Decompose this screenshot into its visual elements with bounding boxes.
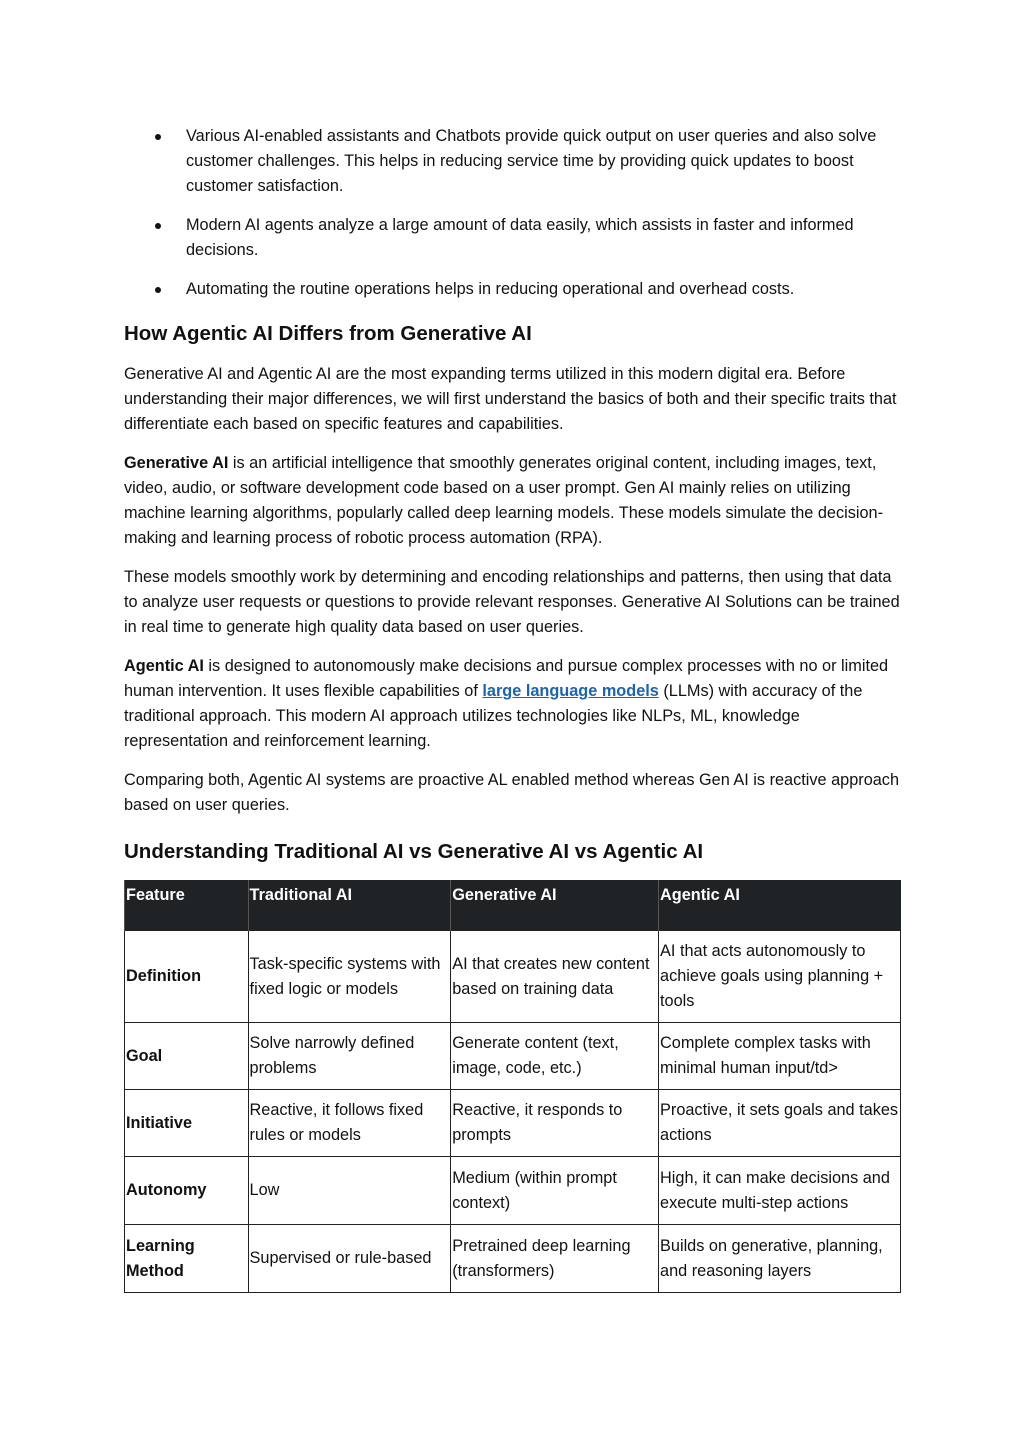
section-heading-agentic-vs-generative: How Agentic AI Differs from Generative AI <box>124 322 532 345</box>
agentic-cell: Proactive, it sets goals and takes actions <box>659 1090 901 1157</box>
feature-cell: Autonomy <box>125 1157 249 1225</box>
agentic-ai-text-1: is designed to autonomously make decisions and pursue complex processes with no or limited human intervention. It uses flexible capabilities of <box>124 657 889 700</box>
header-agentic-ai: Agentic AI <box>659 880 901 931</box>
feature-cell: Initiative <box>125 1090 249 1157</box>
generative-ai-text: is an artificial intelligence that smoothly generates original content, including images, text, video, audio, or software development code based on a user prompt. Gen AI mainly relies on utilizing machine learning algorithms, popularly called deep learning models. These models simulate the decision-making and learning process of robotic process automation (RPA). <box>124 454 884 547</box>
header-generative-ai: Generative AI <box>451 880 659 931</box>
table-row <box>125 1090 901 1157</box>
bullet-icon <box>155 223 161 229</box>
table-row <box>125 1157 901 1225</box>
table-row <box>125 931 901 1023</box>
agentic-ai-paragraph <box>124 654 900 754</box>
list-item-text: Various AI-enabled assistants and Chatbots provide quick output on user queries and also solve customer challenges. This helps in reducing service time by providing quick updates to boost customer satisfaction. <box>186 127 877 195</box>
traditional-cell: Task-specific systems with fixed logic or models <box>248 931 451 1023</box>
generative-ai-paragraph <box>124 451 900 551</box>
table-header-row <box>125 880 901 931</box>
traditional-cell: Low <box>248 1157 451 1225</box>
agentic-cell: Complete complex tasks with minimal human input/td> <box>659 1023 901 1090</box>
traditional-cell: Supervised or rule-based <box>248 1225 451 1293</box>
list-item <box>124 277 900 302</box>
list-item-text: Modern AI agents analyze a large amount of data easily, which assists in faster and informed decisions. <box>186 216 854 259</box>
generative-cell: Reactive, it responds to prompts <box>451 1090 659 1157</box>
header-traditional-ai: Traditional AI <box>248 880 451 931</box>
generative-cell: Pretrained deep learning (transformers) <box>451 1225 659 1293</box>
feature-cell: Goal <box>125 1023 249 1090</box>
bullet-icon <box>155 134 161 140</box>
generative-ai-term: Generative AI <box>124 454 229 472</box>
agentic-cell: High, it can make decisions and execute multi-step actions <box>659 1157 901 1225</box>
traditional-cell: Solve narrowly defined problems <box>248 1023 451 1090</box>
table-row <box>125 1225 901 1293</box>
traditional-cell: Reactive, it follows fixed rules or models <box>248 1090 451 1157</box>
section-heading-comparison: Understanding Traditional AI vs Generative AI vs Agentic AI <box>124 840 704 863</box>
llm-link[interactable]: large language models <box>482 682 659 700</box>
benefits-list <box>124 124 900 302</box>
bullet-icon <box>155 287 161 293</box>
list-item <box>124 213 900 263</box>
generative-cell: AI that creates new content based on training data <box>451 931 659 1023</box>
document-page <box>124 124 900 1293</box>
agentic-ai-term: Agentic AI <box>124 657 204 675</box>
generative-cell: Medium (within prompt context) <box>451 1157 659 1225</box>
generative-cell: Generate content (text, image, code, etc.) <box>451 1023 659 1090</box>
comparison-paragraph: Comparing both, Agentic AI systems are proactive AL enabled method whereas Gen AI is reactive approach based on user queries. <box>124 771 900 814</box>
agentic-cell: AI that acts autonomously to achieve goals using planning + tools <box>659 931 901 1023</box>
agentic-cell: Builds on generative, planning, and reasoning layers <box>659 1225 901 1293</box>
models-paragraph: These models smoothly work by determining and encoding relationships and patterns, then using that data to analyze user requests or questions to provide relevant responses. Generative AI Solutions can be trained in real time to generate high quality data based on user queries. <box>124 568 900 636</box>
feature-cell: Learning Method <box>125 1225 249 1293</box>
table-row <box>125 1023 901 1090</box>
header-feature: Feature <box>125 880 249 931</box>
intro-paragraph: Generative AI and Agentic AI are the most expanding terms utilized in this modern digital era. Before understanding their major differences, we will first understand the basics of both and their specific traits that differentiate each based on specific features and capabilities. <box>124 365 897 433</box>
comparison-table <box>124 880 901 1293</box>
feature-cell: Definition <box>125 931 249 1023</box>
list-item-text: Automating the routine operations helps in reducing operational and overhead costs. <box>186 280 795 298</box>
list-item <box>124 124 900 199</box>
agentic-ai-text-2: (LLMs) with accuracy of the traditional approach. This modern AI approach utilizes technologies like NLPs, ML, knowledge representation and reinforcement learning. <box>124 682 863 750</box>
